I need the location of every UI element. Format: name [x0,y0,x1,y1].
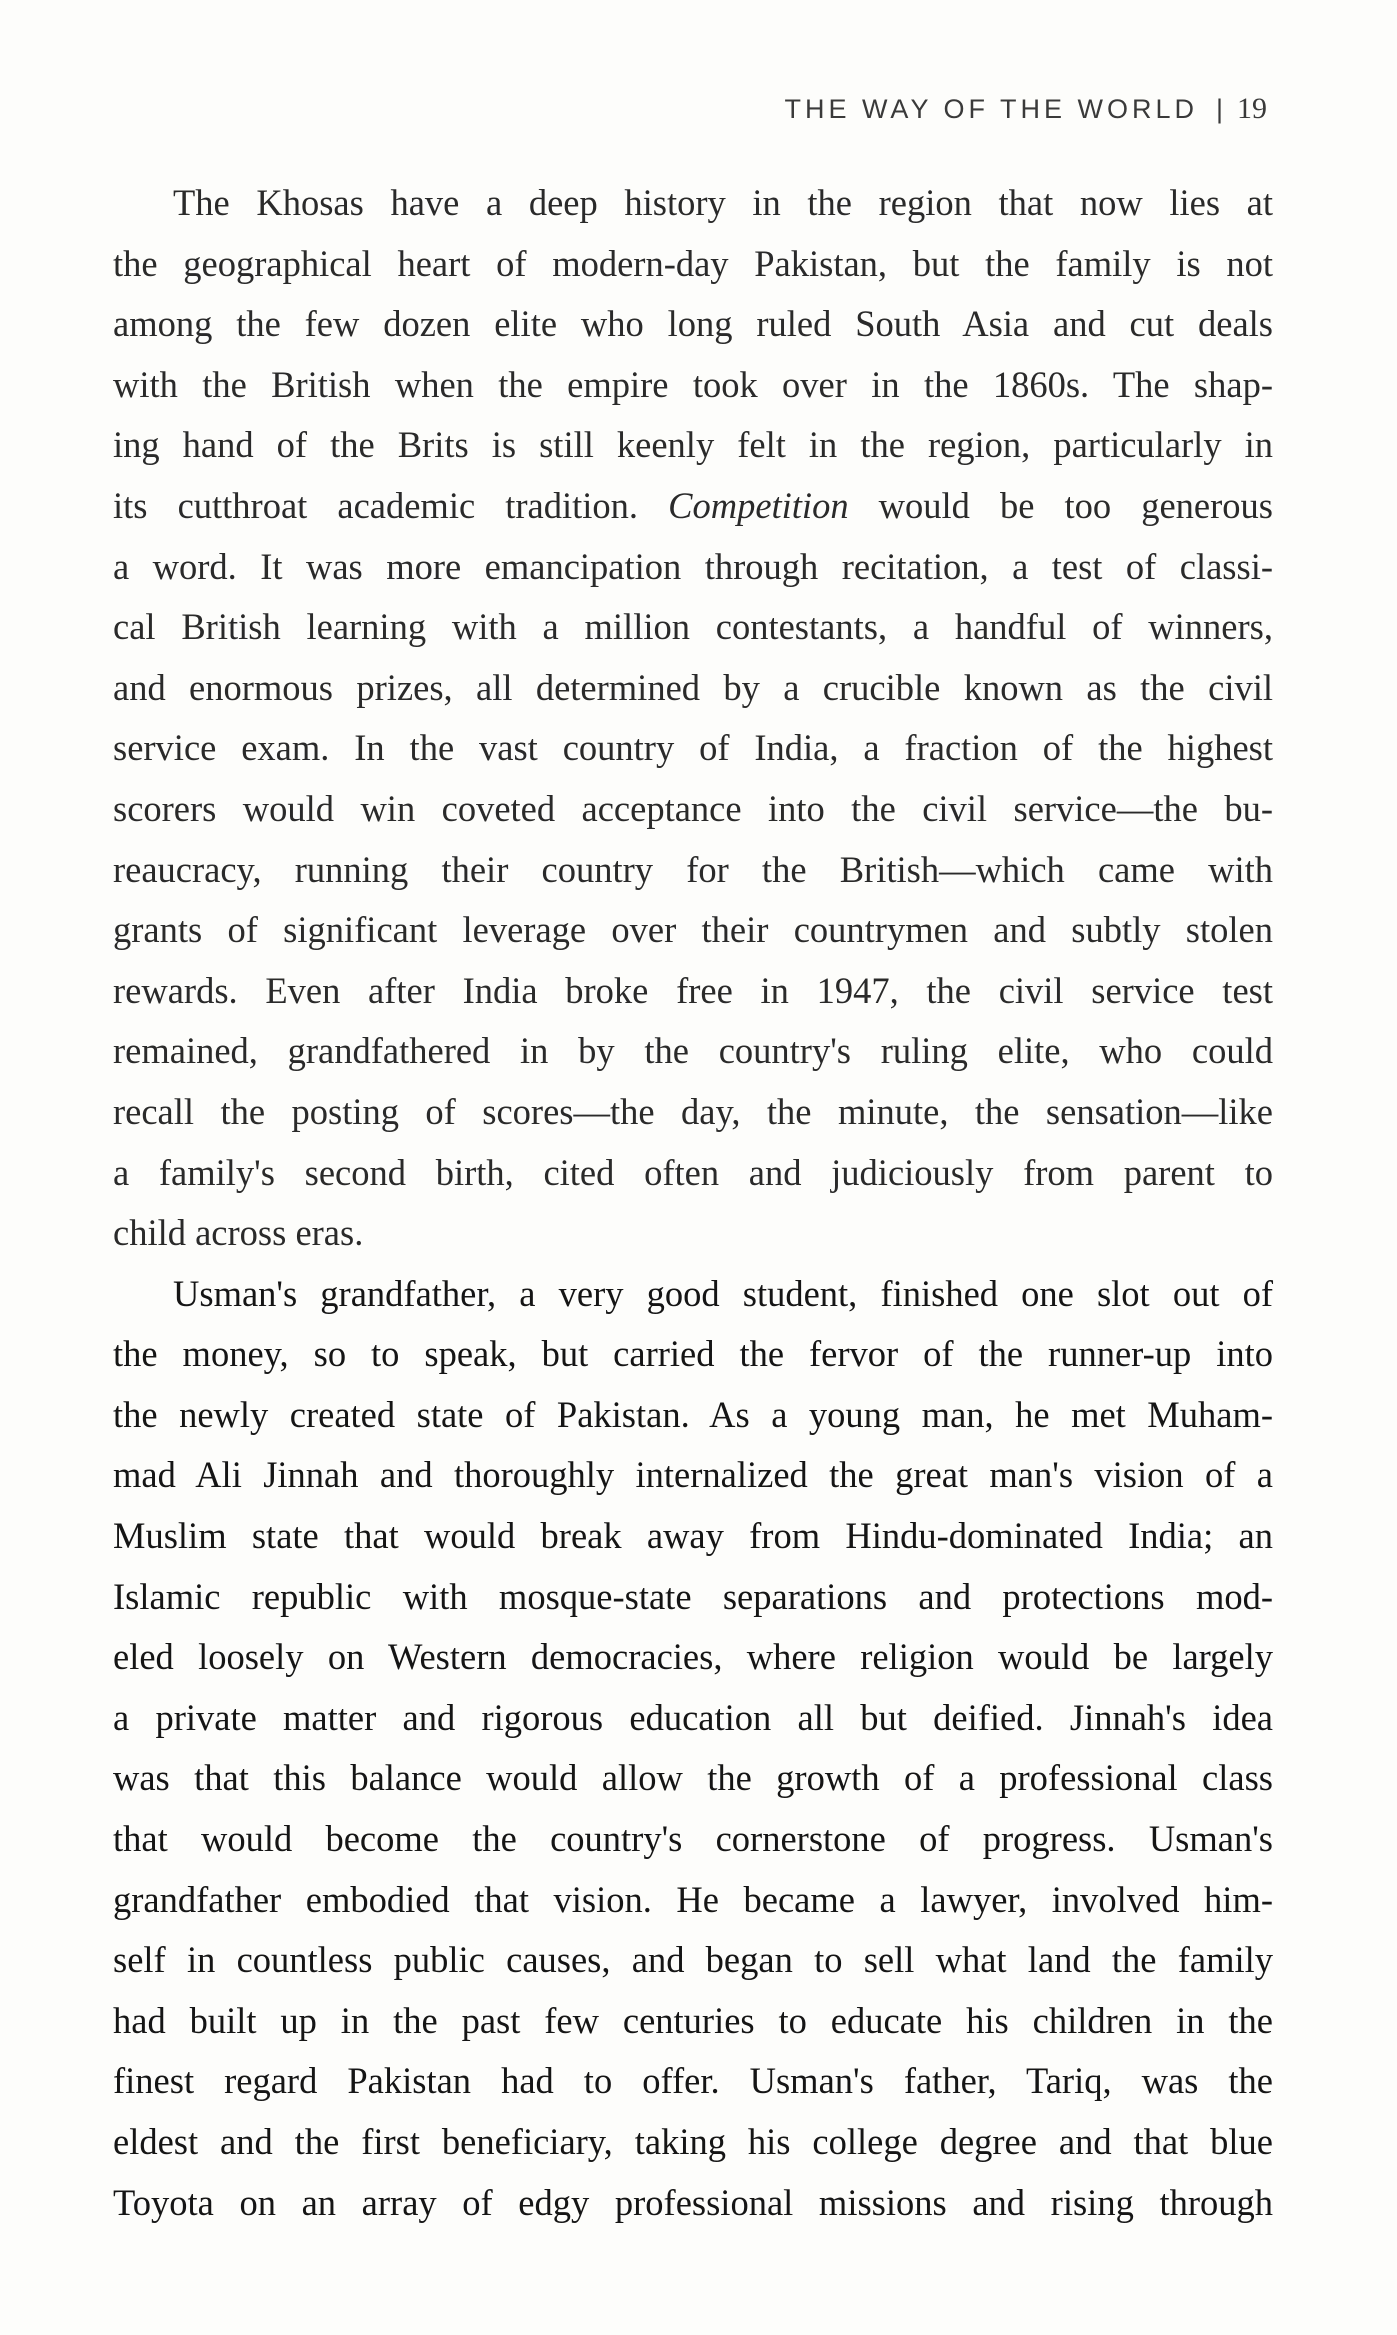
italic-word: Competition [668,484,849,526]
paragraph-2 [113,1264,1273,2234]
text-line: Muslim state that would break away from Hindu-dominated India; an [113,1515,1273,1557]
text-line: finest regard Pakistan had to offer. Usman's father, Tariq, was the [113,2060,1273,2102]
text-line: the money, so to speak, but carried the fervor of the runner-up into [113,1333,1273,1375]
text-line: mad Ali Jinnah and thoroughly internalized the great man's vision of a [113,1454,1273,1496]
text-line [113,476,1273,537]
text-line: Toyota on an array of edgy professional missions and rising through [113,2181,1273,2223]
text-line: Islamic republic with mosque-state separations and protections mod- [113,1575,1273,1617]
text-line: had built up in the past few centuries to educate his children in the [113,1999,1273,2041]
text-line: remained, grandfathered in by the country's ruling elite, who could [113,1030,1273,1072]
text-line: rewards. Even after India broke free in 1947, the civil service test [113,969,1273,1011]
text-line: self in countless public causes, and began to sell what land the family [113,1939,1273,1981]
running-header [784,92,1267,126]
text-line: The Khosas have a deep history in the region that now lies at [173,182,1273,223]
text-line: grandfather embodied that vision. He became a lawyer, involved him- [113,1878,1273,1920]
text-line: service exam. In the vast country of India, a fraction of the highest [113,727,1273,769]
paragraph-1 [113,173,1273,1264]
text-line: cal British learning with a million contestants, a handful of winners, [113,606,1273,648]
text-line: with the British when the empire took over in the 1860s. The shap- [113,363,1273,405]
text-line: eldest and the first beneficiary, taking his college degree and that blue [113,2121,1273,2162]
text-line: the geographical heart of modern-day Pakistan, but the family is not [113,242,1273,284]
text-line: eled loosely on Western democracies, where religion would be largely [113,1636,1273,1678]
text-line: reaucracy, running their country for the British—which came with [113,848,1273,890]
text-line: ing hand of the Brits is still keenly felt in the region, particularly in [113,424,1273,466]
page-number: 19 [1237,92,1267,125]
text-run: would be too generous [848,484,1273,526]
text-line: scorers would win coveted acceptance into the civil service—the bu- [113,787,1273,829]
text-line: recall the posting of scores—the day, the minute, the sensation—like [113,1090,1273,1132]
text-line: a family's second birth, cited often and judiciously from parent to [113,1151,1273,1193]
body-text [113,173,1273,2233]
text-line: was that this balance would allow the growth of a professional class [113,1757,1273,1799]
text-line: and enormous prizes, all determined by a crucible known as the civil [113,666,1273,708]
text-line: grants of significant leverage over their countrymen and subtly stolen [113,909,1273,951]
text-line: a private matter and rigorous education all but deified. Jinnah's idea [113,1696,1273,1738]
text-line: the newly created state of Pakistan. As a young man, he met Muham- [113,1393,1273,1435]
text-line: a word. It was more emancipation through recitation, a test of classi- [113,545,1273,587]
text-line: among the few dozen elite who long ruled South Asia and cut deals [113,303,1273,345]
text-line: child across eras. [113,1212,364,1254]
text-line: that would become the country's cornerstone of progress. Usman's [113,1818,1273,1860]
header-separator: | [1215,94,1223,124]
text-run: its cutthroat academic tradition. [113,484,669,526]
text-line: Usman's grandfather, a very good student, finished one slot out of [173,1272,1273,1314]
running-title: THE WAY OF THE WORLD [784,94,1198,124]
